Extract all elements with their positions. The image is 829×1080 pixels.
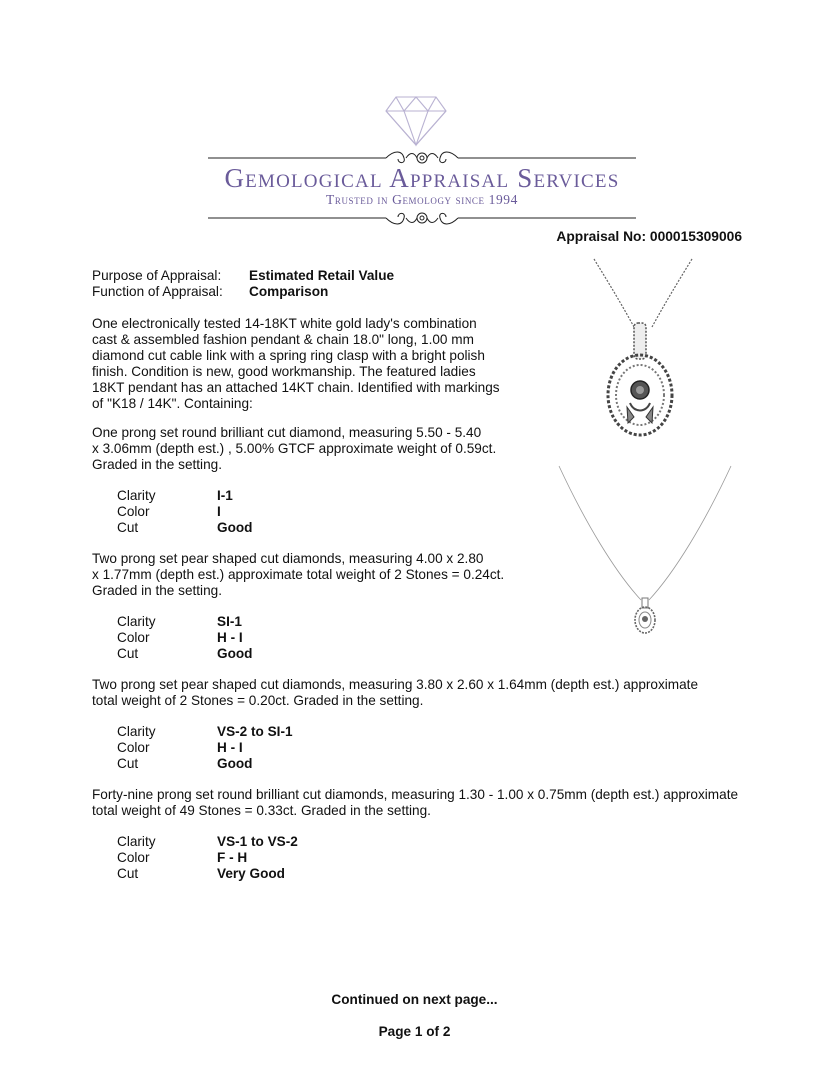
- description-line: One electronically tested 14-18KT white gold lady's combination: [92, 316, 477, 331]
- color-value: H - I: [217, 630, 243, 645]
- clarity-label: Clarity: [117, 834, 156, 849]
- stone-line: Two prong set pear shaped cut diamonds, measuring 3.80 x 2.60 x 1.64mm (depth est.) approximate: [92, 677, 699, 692]
- continued-note: Continued on next page...: [331, 992, 498, 1007]
- bottom-ornament-divider: [208, 210, 636, 226]
- stone-line: total weight of 2 Stones = 0.20ct. Graded in the setting.: [92, 693, 424, 708]
- appraisal-number: Appraisal No: 000015309006: [556, 229, 742, 244]
- company-name: Gemological Appraisal Services: [224, 163, 620, 193]
- description-line: 18KT pendant has an attached 14KT chain. Identified with markings: [92, 380, 500, 395]
- stone-line: x 3.06mm (depth est.) , 5.00% GTCF approximate weight of 0.59ct.: [92, 441, 497, 456]
- stone-line: Two prong set pear shaped cut diamonds, measuring 4.00 x 2.80: [92, 551, 484, 566]
- cut-value: Very Good: [217, 866, 285, 881]
- diamond-icon: [384, 95, 448, 147]
- clarity-value: VS-1 to VS-2: [217, 834, 298, 849]
- full-necklace-photo: [555, 462, 735, 642]
- item-description: [92, 316, 500, 412]
- page-number: Page 1 of 2: [378, 1024, 451, 1039]
- clarity-value: SI-1: [217, 614, 242, 629]
- purpose-value: Estimated Retail Value: [249, 268, 395, 283]
- stone-4-description: [92, 787, 738, 819]
- description-line: finish. Condition is new, good workmanship. The featured ladies: [92, 364, 476, 379]
- color-label: Color: [117, 630, 150, 645]
- cut-label: Cut: [117, 520, 139, 535]
- function-value: Comparison: [249, 284, 329, 299]
- cut-label: Cut: [117, 756, 139, 771]
- pendant-closeup-photo: [582, 255, 698, 445]
- clarity-value: I-1: [217, 488, 233, 503]
- stone-line: Graded in the setting.: [92, 583, 222, 598]
- stone-line: One prong set round brilliant cut diamond, measuring 5.50 - 5.40: [92, 425, 482, 440]
- stone-line: x 1.77mm (depth est.) approximate total weight of 2 Stones = 0.24ct.: [92, 567, 505, 582]
- cut-label: Cut: [117, 866, 139, 881]
- cut-label: Cut: [117, 646, 139, 661]
- stone-line: total weight of 49 Stones = 0.33ct. Graded in the setting.: [92, 803, 431, 818]
- description-line: of "K18 / 14K". Containing:: [92, 396, 253, 411]
- color-value: F - H: [217, 850, 248, 865]
- color-label: Color: [117, 504, 150, 519]
- function-label: Function of Appraisal:: [92, 284, 223, 299]
- clarity-label: Clarity: [117, 724, 156, 739]
- cut-value: Good: [217, 520, 253, 535]
- purpose-label: Purpose of Appraisal:: [92, 268, 222, 283]
- clarity-label: Clarity: [117, 488, 156, 503]
- cut-value: Good: [217, 756, 253, 771]
- description-line: cast & assembled fashion pendant & chain 18.0" long, 1.00 mm: [92, 332, 474, 347]
- color-value: I: [217, 504, 221, 519]
- stone-1-description: [92, 425, 496, 473]
- stone-2-description: [92, 551, 504, 599]
- clarity-value: VS-2 to SI-1: [217, 724, 293, 739]
- stone-line: Forty-nine prong set round brilliant cut diamonds, measuring 1.30 - 1.00 x 0.75mm (depth est.) approximate: [92, 787, 739, 802]
- color-label: Color: [117, 740, 150, 755]
- stone-3-description: [92, 677, 698, 709]
- stone-line: Graded in the setting.: [92, 457, 222, 472]
- cut-value: Good: [217, 646, 253, 661]
- color-value: H - I: [217, 740, 243, 755]
- color-label: Color: [117, 850, 150, 865]
- company-tagline: Trusted in Gemology since 1994: [326, 192, 518, 207]
- description-line: diamond cut cable link with a spring ring clasp with a bright polish: [92, 348, 485, 363]
- clarity-label: Clarity: [117, 614, 156, 629]
